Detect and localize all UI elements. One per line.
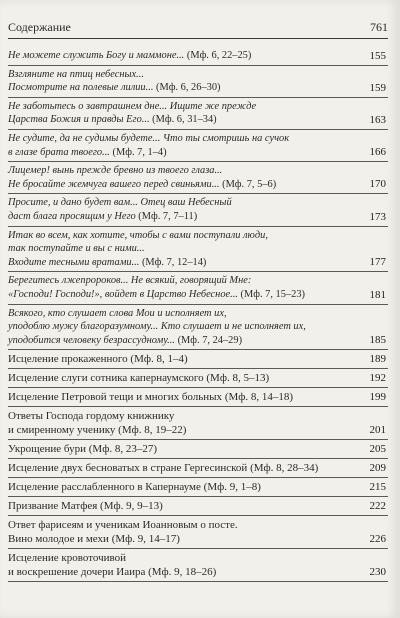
toc-entry[interactable] [8,47,388,66]
toc-page-number: 230 [369,566,386,579]
toc-entry-text: Исцеление двух бесноватых в стране Гергесинской [8,462,248,475]
toc-entry-title [8,442,356,456]
toc-page-number: 226 [369,533,386,546]
scripture-reference: (Мф. 7, 1–4) [109,146,167,158]
toc-entry-title [8,100,356,127]
toc-entry-title [8,409,356,437]
toc-entry-text: и воскрешение дочери Иаира [8,566,146,579]
toc-entry-line [8,371,356,385]
toc-entry[interactable] [8,388,388,407]
scripture-reference: (Мф. 8, 28–34) [247,462,319,475]
toc-entry-line [8,146,356,160]
toc-entry-text: Не судите, да не судимы будете... Что ты смотришь на сучок [8,132,290,144]
toc-entry-line [8,274,356,288]
toc-page-number: 201 [369,424,386,437]
toc-entry-line [8,518,356,532]
toc-entry-line [8,49,356,63]
toc-entry-text: Ответ фарисеям и ученикам Иоанновым о посте. [8,519,238,532]
toc-entry-line [8,113,356,127]
toc-entry-line [8,423,356,437]
toc-entry-text: Исцеление расслабленного в Капернауме [8,481,201,494]
toc-entry[interactable] [8,272,388,304]
toc-page-number: 181 [369,288,386,301]
toc-entry-text: Исцеление кровоточивой [8,552,126,565]
scripture-reference: (Мф. 6, 26–30) [153,82,221,94]
toc-entry-text: Не можете служить Богу и маммоне... [8,50,185,61]
toc-entry-line [8,229,356,243]
toc-page-number: 159 [369,81,386,94]
toc-entry-text: Вино молодое и мехи [8,533,109,546]
toc-entry-title [8,461,356,475]
scripture-reference: (Мф. 8, 14–18) [222,391,294,404]
toc-entry-title [8,68,356,95]
toc-entry-title [8,551,356,579]
scripture-reference: (Мф. 9, 9–13) [97,500,163,513]
toc-entry-title [8,480,356,494]
toc-entry[interactable] [8,369,388,388]
toc-entry-text: Исцеление слуги сотника капернаумского [8,372,204,385]
scripture-reference: (Мф. 7, 12–14) [139,256,207,268]
toc-entry-text: Взгляните на птиц небесных... [8,68,144,80]
scripture-reference: (Мф. 9, 18–26) [145,566,217,579]
toc-entry-text: Укрощение бури [8,443,86,456]
toc-entry[interactable] [8,478,388,497]
toc-page-number: 209 [369,462,386,475]
toc-entry-text: уподобится человеку безрассудному... [8,334,175,346]
toc-entry-line [8,256,356,270]
toc-entry-text: и смиренному ученику [8,424,116,437]
toc-entry[interactable] [8,516,388,549]
toc-entry[interactable] [8,162,388,194]
toc-entry-line [8,565,356,579]
toc-entry-text: Ответы Господа гордому книжнику [8,410,175,423]
toc-entry-line [8,68,356,82]
scripture-reference: (Мф. 8, 19–22) [115,424,187,437]
toc-entry[interactable] [8,305,388,351]
toc-entry-line [8,178,356,192]
scripture-reference: (Мф. 9, 1–8) [200,481,261,494]
toc-entry-text: Царства Божия и правды Его... [8,114,150,126]
toc-page-number: 192 [369,372,386,385]
toc-entry-title [8,352,356,366]
toc-entry[interactable] [8,440,388,459]
toc-entry-title [8,274,356,301]
toc-entry-line [8,242,356,256]
toc-entry-line [8,81,356,95]
toc-entry-title [8,518,356,546]
toc-page-number: 177 [369,256,386,269]
page-number: 761 [370,20,388,34]
toc-entry-text: Призвание Матфея [8,500,98,513]
toc-entry[interactable] [8,98,388,130]
toc-entry[interactable] [8,459,388,478]
toc-page-number: 163 [369,113,386,126]
toc-page-number: 155 [369,49,386,62]
scripture-reference: (Мф. 7, 5–6) [219,178,277,190]
scripture-reference: (Мф. 8, 1–4) [127,353,188,366]
toc-entry-line [8,551,356,565]
toc-page-number: 166 [369,146,386,159]
toc-entry-line [8,499,356,513]
toc-entry-line [8,390,356,404]
toc-entry-text: Итак во всем, как хотите, чтобы с вами поступали люди, [8,229,268,241]
toc-entry[interactable] [8,227,388,273]
toc-entry-title [8,307,356,348]
toc-page-number: 189 [369,353,386,366]
toc-entry-line [8,409,356,423]
toc-entry-line [8,442,356,456]
toc-entry-text: «Господи! Господи!», войдет в Царство Небесное... [8,288,238,300]
toc-entry-line [8,532,356,546]
toc-entry[interactable] [8,194,388,226]
scripture-reference: (Мф. 7, 24–29) [174,334,243,346]
toc-entry-text: Входите тесными вратами... [8,256,140,268]
toc-entry-line [8,164,356,178]
toc-entry[interactable] [8,66,388,98]
toc-entry-text: Берегитесь лжепророков... Не всякий, говорящий Мне: [8,275,252,287]
toc-page-number: 205 [369,443,386,456]
toc-entry-line [8,334,356,348]
toc-page-number: 222 [369,500,386,513]
toc-entry-title [8,164,356,191]
toc-page-number: 185 [369,334,386,347]
toc-entry-line [8,196,356,210]
toc-entry[interactable] [8,549,388,582]
toc-entry-text: Лицемер! вынь прежде бревно из твоего глаза... [8,165,223,177]
toc-entry-line [8,352,356,366]
toc-entry-text: даст блага просящим у Него [8,210,136,222]
toc-entry-text: уподоблю мужу благоразумному... Кто слушает и не исполняет их, [8,321,306,333]
toc-entry-text: Посмотрите на полевые лилии... [8,82,154,94]
toc-entry-text: Не заботьтесь о завтрашнем дне... Ищите же прежде [8,100,257,112]
toc-entry-title [8,499,356,513]
toc-entry-text: Не бросайте жемчуга вашего перед свиньями... [8,178,220,190]
scripture-reference: (Мф. 8, 5–13) [203,372,270,385]
toc-entry[interactable] [8,130,388,162]
toc-entry-text: так поступайте и вы с ними... [8,243,145,255]
toc-entry[interactable] [8,350,388,369]
toc-entry-title [8,229,356,270]
toc-entry[interactable] [8,407,388,440]
toc-entry-line [8,461,356,475]
scripture-reference: (Мф. 7, 15–23) [237,288,305,300]
toc-entry-line [8,307,356,321]
toc-entry-text: Исцеление Петровой тещи и многих больных [8,391,223,404]
toc-page-number: 173 [369,210,386,223]
toc-entry-text: в глазе брата твоего... [8,146,110,158]
toc-entry-line [8,132,356,146]
toc-page-number: 215 [369,481,386,494]
toc-entry-line [8,100,356,114]
scripture-reference: (Мф. 8, 23–27) [86,443,157,456]
toc-entry-text: Всякого, кто слушает слова Мои и исполняет их, [8,307,227,319]
scripture-reference: (Мф. 9, 14–17) [108,533,180,546]
toc-entry-title [8,196,356,223]
running-head [8,20,388,39]
scripture-reference: (Мф. 7, 7–11) [135,210,198,222]
toc-entry-line [8,320,356,334]
table-of-contents [8,47,388,582]
toc-entry[interactable] [8,497,388,516]
toc-entry-line [8,210,356,224]
toc-entry-line [8,480,356,494]
scripture-reference: (Мф. 6, 31–34) [149,114,217,126]
toc-entry-line [8,288,356,302]
toc-page-number: 170 [369,178,386,191]
toc-entry-title [8,371,356,385]
toc-entry-title [8,390,356,404]
toc-entry-title [8,132,356,159]
toc-page-number: 199 [369,391,386,404]
section-title: Содержание [8,20,71,34]
toc-entry-text: Исцеление прокаженного [8,353,128,366]
toc-entry-text: Просите, и дано будет вам... Отец ваш Небесный [8,197,232,209]
toc-entry-title [8,49,356,63]
scripture-reference: (Мф. 6, 22–25) [184,50,252,61]
